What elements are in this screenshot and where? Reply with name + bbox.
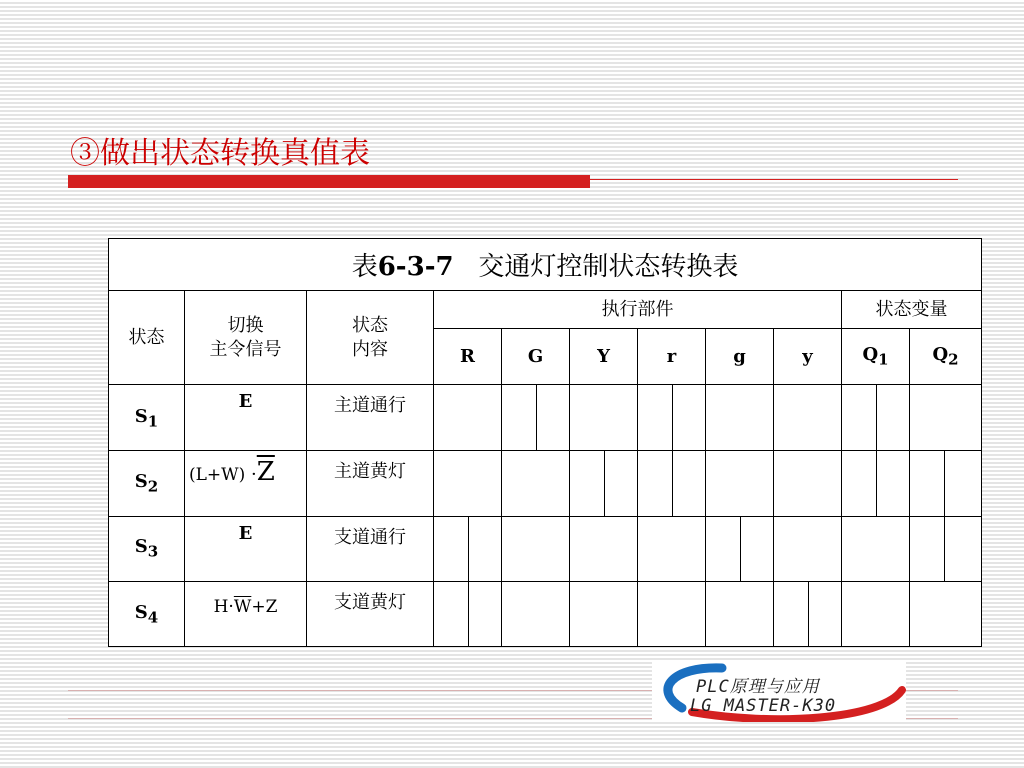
header-exec: 执行部件 <box>434 291 842 329</box>
signal-s2 <box>185 451 307 516</box>
wave-cell <box>434 581 502 646</box>
wave-cell <box>570 516 638 581</box>
header-state: 状态 <box>109 291 185 385</box>
wave-cell <box>706 581 774 646</box>
q1-base: Q <box>862 344 879 366</box>
title-underline-thin <box>590 179 958 180</box>
header-content-line2: 内容 <box>352 338 388 360</box>
q2-base: Q <box>932 344 949 366</box>
wave-cell <box>638 581 706 646</box>
content-s1: 主道通行 <box>307 385 434 451</box>
wave-cell <box>434 385 502 451</box>
s4-base: S <box>134 601 148 623</box>
wave-cell <box>842 516 910 581</box>
signal-s2-dot: · <box>251 464 257 486</box>
signal-s4-w: $\overline{W}$ <box>233 596 252 617</box>
state-s1 <box>109 385 185 451</box>
slide-title: ③做出状态转换真值表 <box>70 136 370 171</box>
wave-cell <box>774 451 842 516</box>
wave-cell <box>774 385 842 451</box>
wave-cell <box>910 385 982 451</box>
wave-cell <box>842 451 910 516</box>
signal-s4-rest: +Z <box>251 596 278 617</box>
wave-cell <box>570 581 638 646</box>
header-switch-line2: 主令信号 <box>209 338 282 360</box>
wave-cell <box>502 451 570 516</box>
signal-s2-z: $\overline{Z}$ <box>256 457 275 488</box>
s2-sub: 2 <box>147 477 159 496</box>
s1-base: S <box>134 405 148 427</box>
wave-cell <box>502 385 570 451</box>
logo-line1: PLC原理与应用 <box>696 677 820 697</box>
table-row <box>109 516 982 581</box>
col-R: R <box>434 329 502 385</box>
s3-base: S <box>134 536 148 558</box>
signal-s4 <box>185 581 307 646</box>
header-var: 状态变量 <box>842 291 982 329</box>
wave-cell <box>638 451 706 516</box>
wave-cell <box>774 581 842 646</box>
content-s4: 支道黄灯 <box>307 581 434 646</box>
s3-sub: 3 <box>147 543 159 562</box>
caption-prefix: 表 <box>351 252 378 283</box>
signal-s3: E <box>185 516 307 581</box>
content-s3: 支道通行 <box>307 516 434 581</box>
wave-cell <box>638 385 706 451</box>
signal-s4-h: H· <box>213 596 234 617</box>
col-Q2 <box>910 329 982 385</box>
wave-cell <box>910 516 982 581</box>
state-transition-table <box>108 238 981 647</box>
header-content-line1: 状态 <box>352 314 388 336</box>
wave-cell <box>842 385 910 451</box>
wave-cell <box>842 581 910 646</box>
table-caption <box>109 239 982 291</box>
col-Q1 <box>842 329 910 385</box>
wave-cell <box>570 451 638 516</box>
col-Y: Y <box>570 329 638 385</box>
caption-number: 6-3-7 <box>377 252 454 283</box>
q2-sub: 2 <box>948 351 959 370</box>
s1-sub: 1 <box>147 412 159 431</box>
wave-cell <box>706 451 774 516</box>
col-G: G <box>502 329 570 385</box>
col-g: g <box>706 329 774 385</box>
wave-cell <box>570 385 638 451</box>
wave-cell <box>910 451 982 516</box>
state-s2 <box>109 451 185 516</box>
col-y: y <box>774 329 842 385</box>
header-switch-line1: 切换 <box>227 314 264 336</box>
table-row <box>109 385 982 451</box>
content-s2: 主道黄灯 <box>307 451 434 516</box>
wave-cell <box>910 581 982 646</box>
header-switch-signal <box>185 291 307 385</box>
wave-cell <box>502 581 570 646</box>
wave-cell <box>774 516 842 581</box>
state-s4 <box>109 581 185 646</box>
wave-cell <box>706 385 774 451</box>
wave-cell <box>502 516 570 581</box>
wave-cell <box>434 516 502 581</box>
logo <box>652 660 906 722</box>
signal-s2-prefix: (L+W) <box>189 465 246 486</box>
table-row <box>109 581 982 646</box>
s2-base: S <box>134 471 148 493</box>
wave-cell <box>638 516 706 581</box>
s4-sub: 4 <box>147 608 159 627</box>
q1-sub: 1 <box>878 351 889 370</box>
col-r: r <box>638 329 706 385</box>
title-underline-thick <box>68 175 590 188</box>
logo-line2: LG MASTER-K30 <box>690 696 837 716</box>
signal-s1: E <box>185 385 307 451</box>
wave-cell <box>434 451 502 516</box>
caption-text: 交通灯控制状态转换表 <box>478 252 739 283</box>
wave-cell <box>706 516 774 581</box>
state-s3 <box>109 516 185 581</box>
header-state-content <box>307 291 434 385</box>
table-row <box>109 451 982 516</box>
